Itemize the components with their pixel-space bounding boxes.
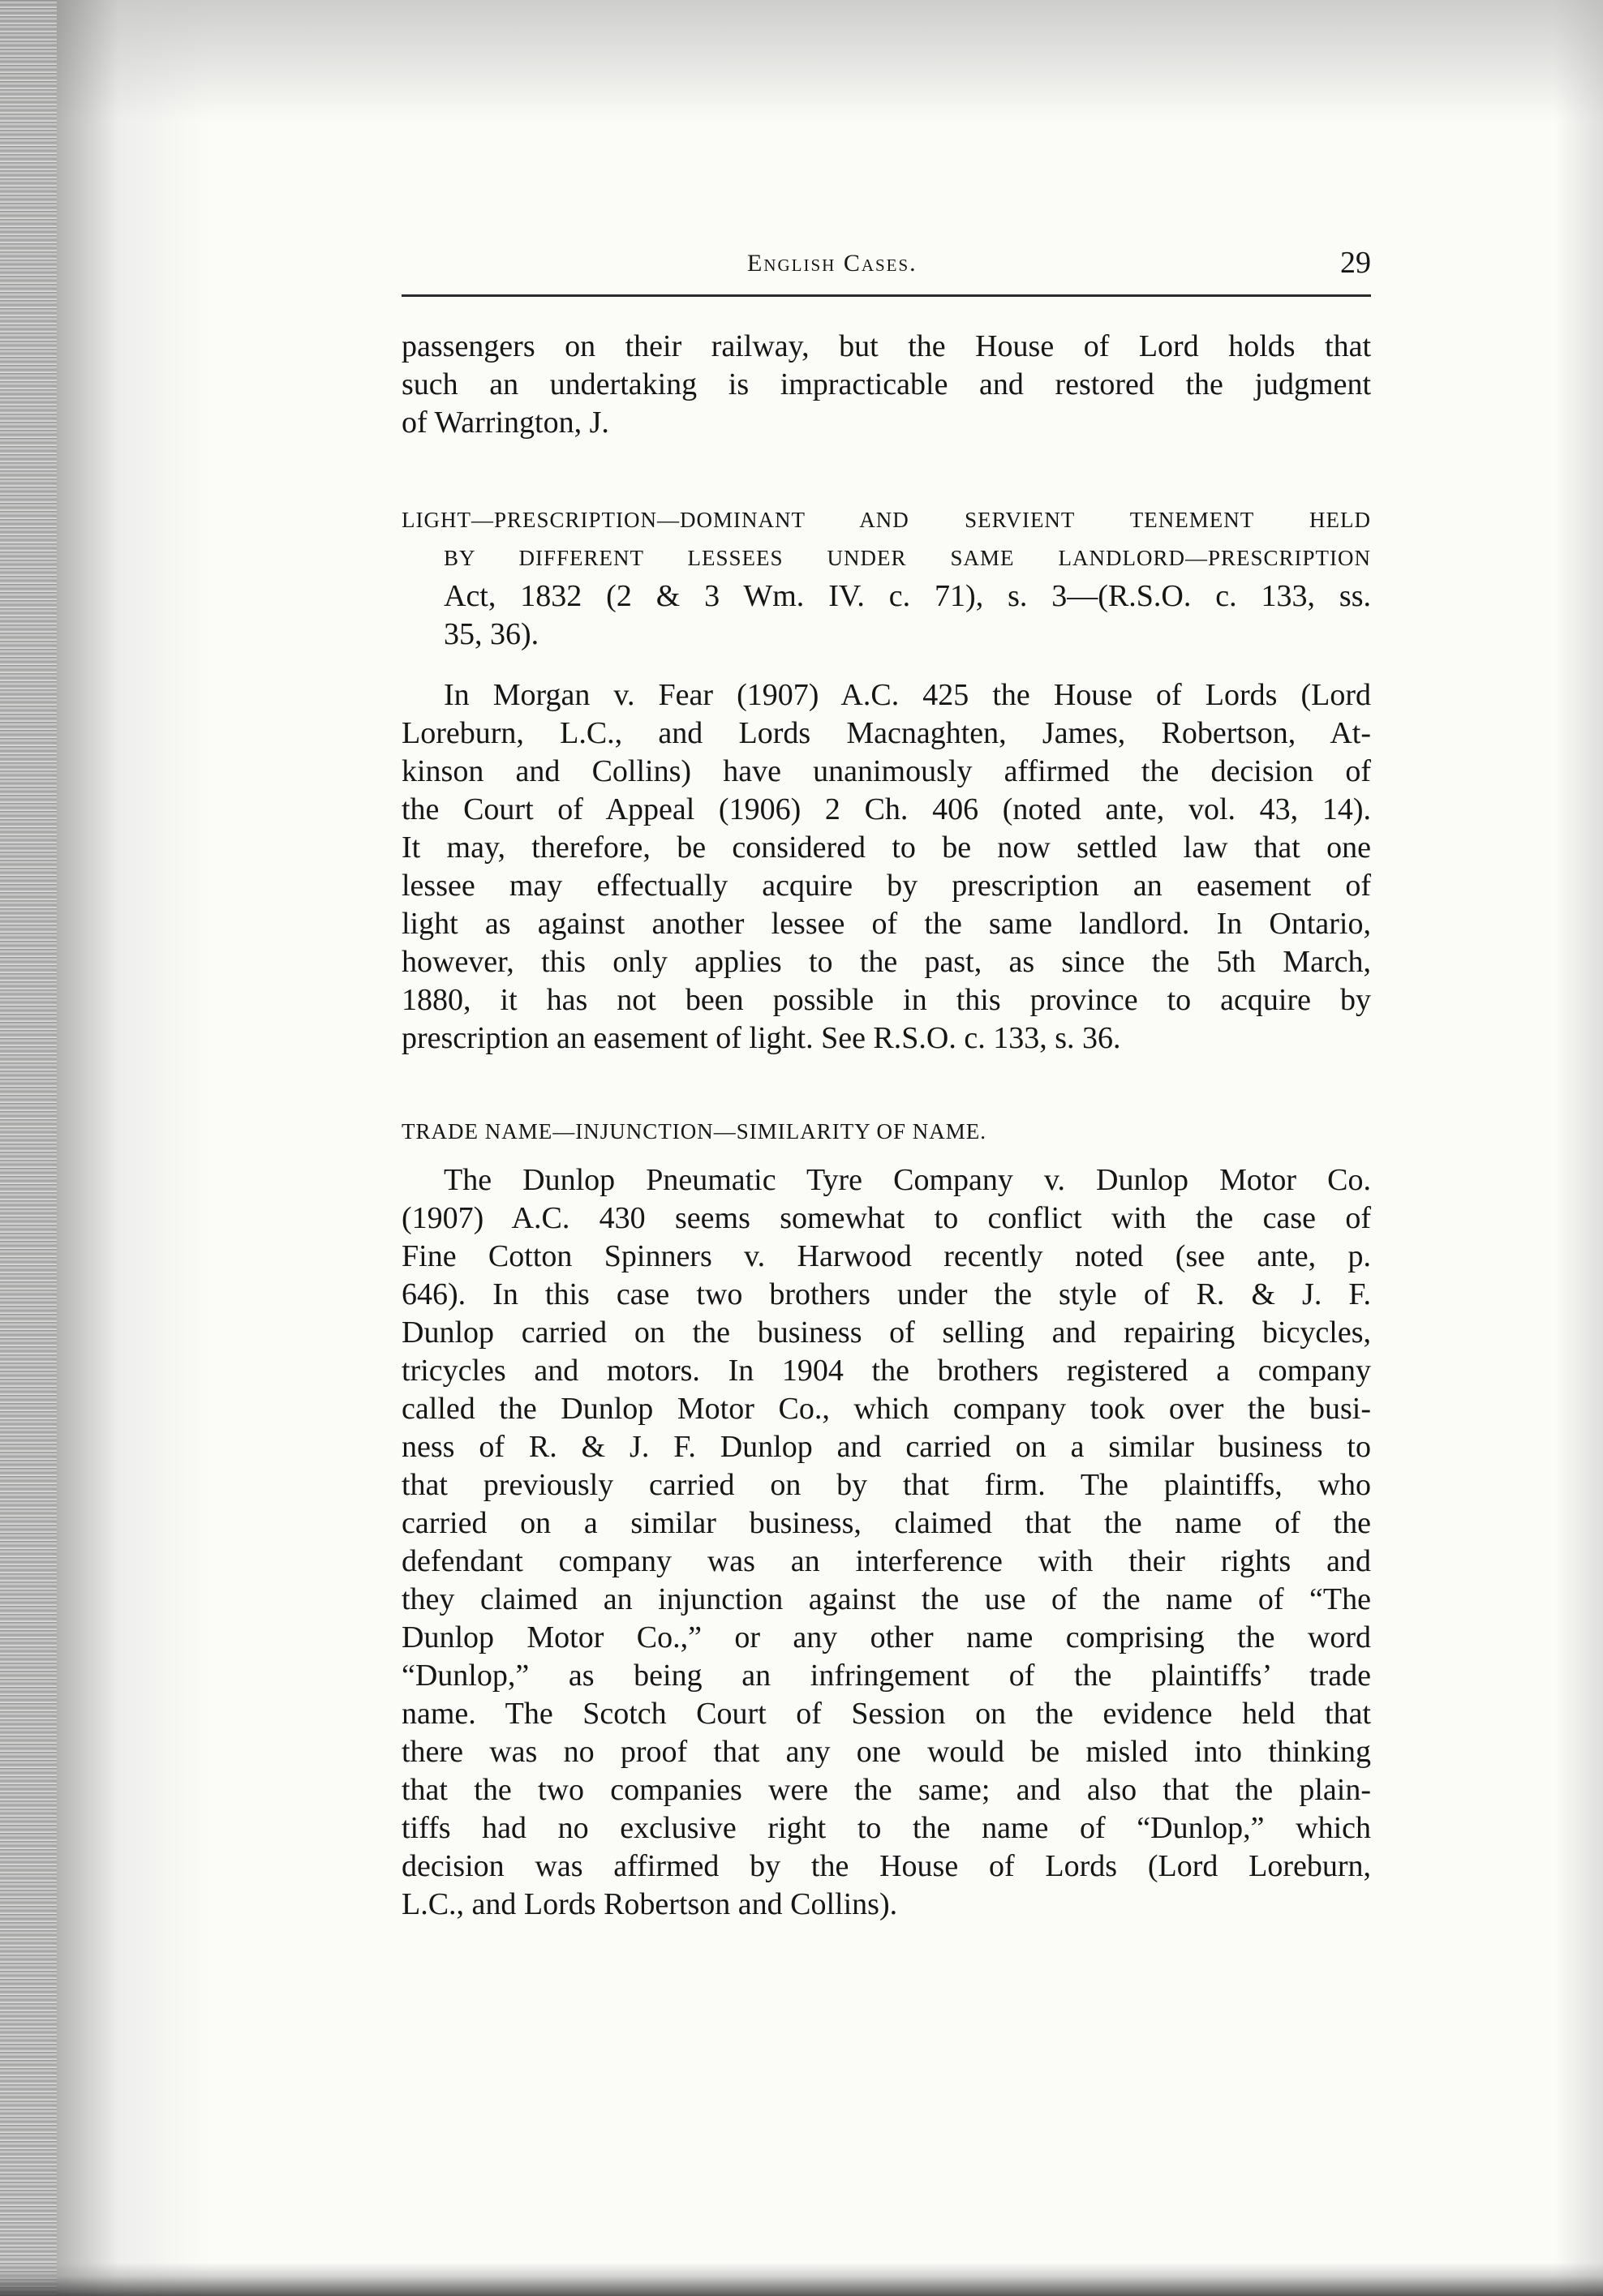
running-title: English Cases. <box>747 250 918 277</box>
text-line: there was no proof that any one would be misled into thinking <box>402 1735 1371 1769</box>
case-heading-light-prescription <box>402 501 1371 654</box>
heading-line: Act, 1832 (2 & 3 Wm. IV. c. 71), s. 3—(R.S.O. c. 133, ss. <box>444 579 1371 613</box>
text-line: tiffs had no exclusive right to the name of “Dunlop,” which <box>402 1811 1371 1845</box>
scan-shadow-left <box>57 0 211 2296</box>
text-line: called the Dunlop Motor Co., which company took over the busi- <box>402 1392 1371 1426</box>
text-line: the Court of Appeal (1906) 2 Ch. 406 (noted ante, vol. 43, 14). <box>402 792 1371 826</box>
page-number: 29 <box>1340 246 1371 280</box>
text-line: prescription an easement of light. See R.S.O. c. 133, s. 36. <box>402 1021 1121 1055</box>
text-line: Fine Cotton Spinners v. Harwood recently noted (see ante, p. <box>402 1239 1371 1273</box>
text-line: It may, therefore, be considered to be now settled law that one <box>402 830 1371 865</box>
text-line: The Dunlop Pneumatic Tyre Company v. Dunlop Motor Co. <box>444 1163 1371 1197</box>
scan-shadow-right <box>1554 0 1603 2296</box>
text-line: 1880, it has not been possible in this province to acquire by <box>402 983 1371 1017</box>
paragraph-continuation <box>402 328 1371 442</box>
text-line: ness of R. & J. F. Dunlop and carried on a similar business to <box>402 1430 1371 1464</box>
text-line: Dunlop Motor Co.,” or any other name comprising the word <box>402 1620 1371 1654</box>
text-line: however, this only applies to the past, as since the 5th March, <box>402 945 1371 979</box>
text-line: passengers on their railway, but the House of Lord holds that <box>402 329 1371 363</box>
text-line: decision was affirmed by the House of Lords (Lord Loreburn, <box>402 1849 1371 1883</box>
text-line: such an undertaking is impracticable and restored the judgment <box>402 367 1371 401</box>
text-line: carried on a similar business, claimed that the name of the <box>402 1506 1371 1540</box>
text-line: they claimed an injunction against the use of the name of “The <box>402 1582 1371 1616</box>
text-line: defendant company was an interference with their rights and <box>402 1544 1371 1578</box>
text-line: tricycles and motors. In 1904 the brothers registered a company <box>402 1354 1371 1388</box>
text-line: 646). In this case two brothers under the style of R. & J. F. <box>402 1277 1371 1311</box>
text-line: that the two companies were the same; and also that the plain- <box>402 1773 1371 1807</box>
heading-line: TRADE NAME—INJUNCTION—SIMILARITY OF NAME. <box>402 1119 986 1144</box>
book-binding-edge <box>0 0 57 2296</box>
text-line: light as against another lessee of the same landlord. In Ontario, <box>402 907 1371 941</box>
text-line: L.C., and Lords Robertson and Collins). <box>402 1887 898 1921</box>
text-line: of Warrington, J. <box>402 406 609 440</box>
heading-line: LIGHT—PRESCRIPTION—DOMINANT AND SERVIENT TENEMENT HELD <box>402 508 1371 532</box>
text-line: that previously carried on by that firm. The plaintiffs, who <box>402 1468 1371 1502</box>
case-heading-trade-name <box>402 1113 1371 1151</box>
text-line: In Morgan v. Fear (1907) A.C. 425 the House of Lords (Lord <box>444 678 1371 712</box>
text-line: “Dunlop,” as being an infringement of the plaintiffs’ trade <box>402 1659 1371 1693</box>
paragraph-dunlop <box>402 1161 1371 1924</box>
scan-shadow-top <box>0 0 1603 122</box>
text-line: (1907) A.C. 430 seems somewhat to conflict with the case of <box>402 1201 1371 1235</box>
running-header <box>402 245 1371 284</box>
scan-shadow-bottom <box>0 2263 1603 2296</box>
text-line: kinson and Collins) have unanimously affirmed the decision of <box>402 754 1371 788</box>
paragraph-morgan-v-fear <box>402 676 1371 1058</box>
text-line: Dunlop carried on the business of selling and repairing bicycles, <box>402 1315 1371 1350</box>
text-line: name. The Scotch Court of Session on the evidence held that <box>402 1697 1371 1731</box>
text-line: lessee may effectually acquire by prescription an easement of <box>402 869 1371 903</box>
text-line: Loreburn, L.C., and Lords Macnaghten, James, Robertson, At- <box>402 716 1371 750</box>
heading-line: BY DIFFERENT LESSEES UNDER SAME LANDLORD—PRESCRIPTION <box>444 546 1371 570</box>
heading-line: 35, 36). <box>444 617 539 651</box>
header-rule <box>402 294 1371 297</box>
